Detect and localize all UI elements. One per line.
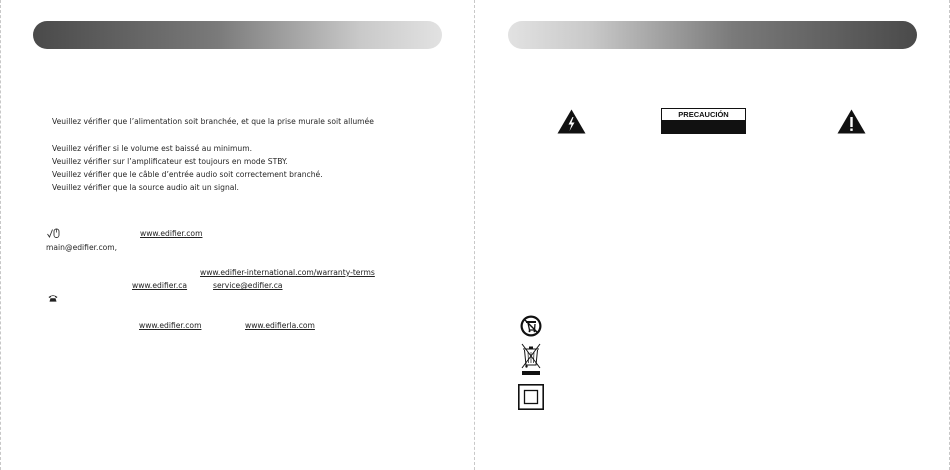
electric-shock-warning-icon — [557, 109, 586, 134]
check-item: Veuillez vérifier sur l’amplificateur est toujours en mode STBY. — [52, 157, 288, 166]
edifier-com-link[interactable]: www.edifier.com — [139, 321, 202, 330]
left-header-bar — [33, 21, 442, 49]
caution-label-text: PRECAUCIÓN — [663, 110, 744, 121]
check-item: Veuillez vérifier que le câble d’entrée audio soit correctement branché. — [52, 170, 323, 179]
email-text: main@edifier.com, — [46, 243, 118, 252]
weee-bin-icon — [520, 343, 542, 378]
caution-label-box — [661, 108, 746, 134]
power-check-text: Veuillez vérifier que l’alimentation soit branchée, et que la prise murale soit allumée — [52, 117, 374, 126]
check-item: Veuillez vérifier si le volume est baissé au minimum. — [52, 144, 253, 153]
double-insulation-icon — [518, 384, 544, 410]
right-page — [475, 0, 950, 470]
edifier-ca-link[interactable]: www.edifier.ca — [132, 281, 188, 290]
check-item: Veuillez vérifier que la source audio ait un signal. — [52, 183, 239, 192]
edifier-link[interactable]: www.edifier.com — [140, 229, 203, 238]
cart-tipover-icon — [520, 315, 542, 337]
mouse-icon — [47, 228, 61, 239]
warranty-link[interactable]: www.edifier-international.com/warranty-terms — [200, 268, 375, 277]
caution-label-bar — [662, 120, 745, 133]
exclamation-warning-icon — [837, 109, 866, 134]
edifier-ca-email[interactable]: service@edifier.ca — [213, 281, 283, 290]
edifier-la-link[interactable]: www.edifierla.com — [245, 321, 315, 330]
right-header-bar — [508, 21, 917, 49]
telephone-icon — [48, 294, 58, 302]
